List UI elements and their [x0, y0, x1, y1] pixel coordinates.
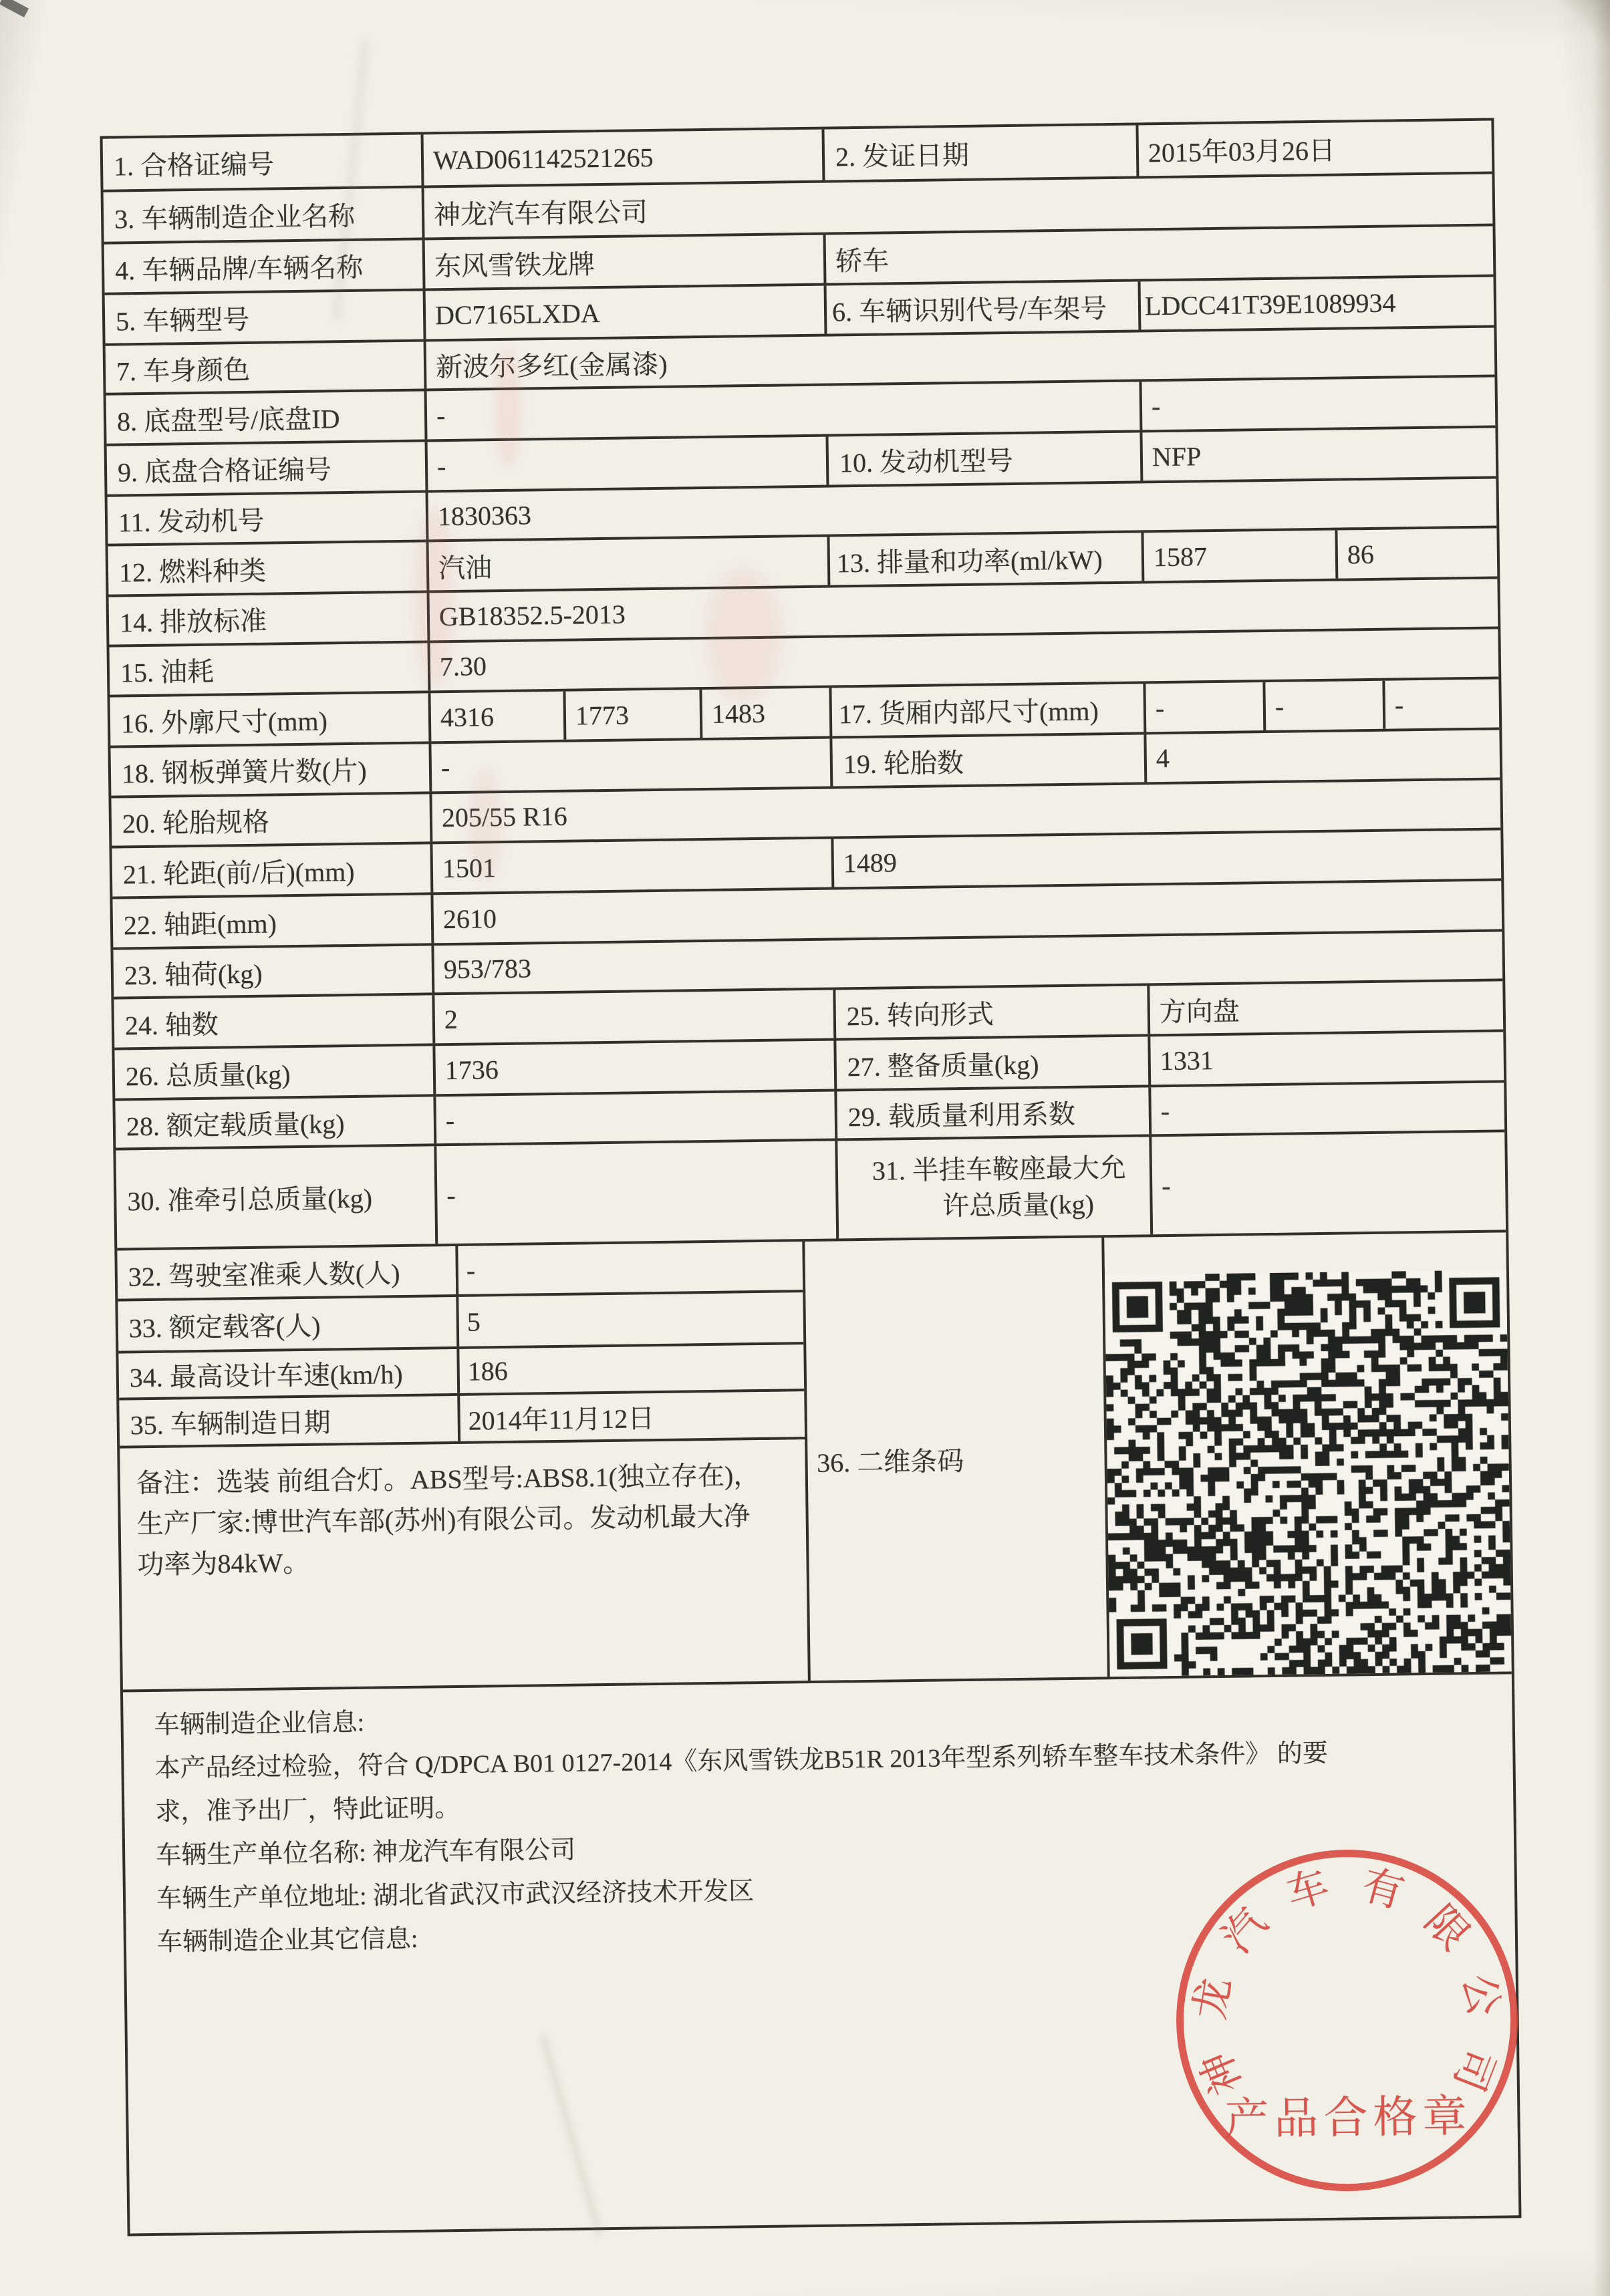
field-27-value: 1331	[1160, 1044, 1214, 1076]
field-18-value: -	[431, 739, 833, 792]
field-1-label: 1. 合格证编号	[103, 134, 424, 189]
qr-cell	[1104, 1232, 1512, 1677]
field-18-label: 18. 钢板弹簧片数(片)	[111, 744, 432, 795]
field-34-value: 186	[467, 1355, 509, 1387]
field-32-value: -	[466, 1255, 476, 1286]
field-32-label: 32. 驾驶室准乘人数(人)	[117, 1246, 458, 1299]
field-21-v2: 1489	[843, 847, 898, 878]
field-25-value: 方向盘	[1159, 996, 1240, 1027]
field-9-label: 9. 底盘合格证编号	[107, 442, 428, 494]
footer-line: 本产品经过检验，符合 Q/DPCA B01 0127-2014《东风雪铁龙B51R 2013年型系列轿车整车技术条件》 的要	[154, 1739, 1329, 1783]
field-36-label: 36. 二维条码	[805, 1238, 1110, 1681]
field-10-value: NFP	[1152, 440, 1202, 472]
field-16-label: 16. 外廓尺寸(mm)	[110, 693, 432, 745]
field-34-label: 34. 最高设计车速(km/h)	[118, 1349, 460, 1398]
field-13-value2: 86	[1347, 539, 1375, 569]
field-11-value: 1830363	[437, 499, 532, 531]
field-12-label: 12. 燃料种类	[108, 542, 430, 594]
field-26-value: 1736	[435, 1040, 837, 1094]
remark-line: 备注：选装 前组合灯。ABS型号:ABS8.1(独立存在)，	[136, 1460, 761, 1499]
field-14-label: 14. 排放标准	[109, 593, 430, 644]
field-16-v2: 1773	[565, 690, 702, 740]
field-24-value: 2	[434, 990, 836, 1043]
remark-block	[120, 1439, 807, 1689]
field-13-label: 13. 排量和功率(ml/kW)	[829, 533, 1144, 585]
field-22-value: 2610	[442, 903, 497, 934]
table-row	[118, 1292, 803, 1353]
field-14-value: GB18352.5-2013	[438, 599, 626, 632]
table-row	[119, 1391, 804, 1448]
field-10-label: 10. 发动机型号	[828, 432, 1143, 484]
svg-text:汽: 汽	[1214, 1900, 1276, 1962]
field-30-label: 30. 准牵引总质量(kg)	[116, 1146, 438, 1248]
field-30-value: -	[436, 1141, 839, 1244]
field-6-label: 6. 车辆识别代号/车架号	[827, 281, 1142, 333]
field-31-value: -	[1161, 1170, 1171, 1201]
field-22-label: 22. 轴距(mm)	[112, 895, 434, 947]
field-5-value: DC7165LXDA	[426, 286, 827, 339]
field-26-label: 26. 总质量(kg)	[114, 1046, 436, 1098]
field-19-label: 19. 轮胎数	[832, 734, 1147, 786]
footer-line: 车辆生产单位名称: 神龙汽车有限公司	[155, 1836, 576, 1870]
footer-line: 求，准予出厂，特此证明。	[155, 1793, 460, 1826]
footer-line: 车辆生产单位地址: 湖北省武汉市武汉经济技术开发区	[156, 1877, 755, 1913]
field-27-label: 27. 整备质量(kg)	[836, 1036, 1151, 1089]
svg-text:龙: 龙	[1187, 1974, 1239, 2023]
field-35-value: 2014年11月12日	[468, 1403, 655, 1436]
scan-artifact	[1543, 0, 1610, 53]
field-28-label: 28. 额定载质量(kg)	[115, 1097, 436, 1147]
remark-line: 功率为84kW。	[137, 1547, 310, 1580]
field-23-value: 953/783	[443, 952, 532, 984]
scan-artifact	[0, 0, 29, 17]
manufacturer-info-section	[123, 1674, 1518, 2233]
field-6-value: LDCC41T39E1089934	[1144, 287, 1396, 321]
field-35-label: 35. 车辆制造日期	[119, 1396, 460, 1446]
stamp-title: 产品合格章	[1224, 2092, 1472, 2145]
field-11-label: 11. 发动机号	[108, 492, 429, 543]
field-21-label: 21. 轮距(前/后)(mm)	[112, 844, 433, 896]
field-2-value: 2015年03月26日	[1148, 135, 1336, 168]
scan-artifact	[1593, 0, 1610, 2296]
field-23-label: 23. 轴荷(kg)	[113, 946, 434, 996]
field-3-label: 3. 车辆制造企业名称	[104, 188, 425, 241]
footer-line: 车辆制造企业信息:	[154, 1708, 365, 1739]
field-17-v1: -	[1146, 682, 1266, 732]
field-31-label	[837, 1137, 1153, 1238]
table-row	[117, 1232, 1511, 1692]
table-row	[118, 1344, 803, 1400]
company-stamp	[1156, 1829, 1538, 2212]
field-12-value: 汽油	[429, 537, 831, 591]
field-8-value2: -	[1151, 390, 1161, 421]
field-4-label: 4. 车辆品牌/车辆名称	[104, 240, 426, 292]
field-15-value: 7.30	[439, 651, 487, 682]
field-21-v1: 1501	[432, 839, 834, 893]
field-33-label: 33. 额定载客(人)	[118, 1297, 459, 1351]
field-31-label-line1: 31. 半挂车鞍座最大允	[871, 1152, 1127, 1186]
field-19-value: 4	[1156, 742, 1170, 774]
field-17-v3: -	[1394, 689, 1404, 720]
svg-text:公: 公	[1454, 1970, 1507, 2020]
field-4-value2: 轿车	[835, 245, 890, 276]
footer-line: 车辆制造企业其它信息:	[156, 1924, 418, 1957]
remark-line: 生产厂家:博世汽车部(苏州)有限公司。发动机最大净	[136, 1501, 751, 1540]
table-row	[117, 1242, 803, 1301]
field-16-v3: 1483	[702, 688, 832, 738]
field-33-value: 5	[466, 1306, 481, 1337]
svg-text:神: 神	[1193, 2045, 1251, 2101]
field-4-value: 东风雪铁龙牌	[425, 235, 827, 289]
bottom-left-block	[117, 1242, 810, 1689]
field-5-label: 5. 车辆型号	[105, 291, 426, 343]
table-row	[116, 1132, 1506, 1250]
svg-text:司: 司	[1444, 2041, 1502, 2098]
field-17-label: 17. 货厢内部尺寸(mm)	[831, 684, 1146, 736]
field-1-value: WAD061142521265	[424, 130, 825, 186]
field-20-label: 20. 轮胎规格	[111, 794, 432, 845]
field-9-value: -	[428, 437, 829, 490]
field-31-label-line2: 许总质量(kg)	[942, 1189, 1095, 1222]
field-29-value: -	[1160, 1095, 1170, 1126]
qr-code	[1105, 1270, 1512, 1677]
field-17-v2: -	[1265, 681, 1385, 730]
field-15-label: 15. 油耗	[110, 643, 431, 694]
field-8-value: -	[427, 382, 1143, 439]
certificate-sheet	[100, 118, 1522, 2236]
svg-text:有: 有	[1357, 1862, 1409, 1917]
field-13-value1: 1587	[1144, 531, 1338, 581]
field-7-value: 新波尔多红(金属漆)	[435, 349, 668, 382]
field-8-label: 8. 底盘型号/底盘ID	[106, 391, 428, 443]
field-25-label: 25. 转向形式	[835, 986, 1150, 1038]
field-20-value: 205/55 R16	[441, 801, 567, 833]
field-3-value: 神龙汽车有限公司	[433, 196, 648, 230]
svg-text:车: 车	[1281, 1862, 1335, 1918]
field-24-label: 24. 轴数	[114, 995, 435, 1047]
field-16-v1: 4316	[430, 692, 566, 742]
field-7-label: 7. 车身颜色	[106, 341, 427, 392]
svg-text:限: 限	[1416, 1897, 1478, 1959]
field-2-label: 2. 发证日期	[824, 125, 1139, 180]
field-28-value: -	[436, 1091, 837, 1143]
field-29-label: 29. 载质量利用系数	[837, 1087, 1152, 1138]
